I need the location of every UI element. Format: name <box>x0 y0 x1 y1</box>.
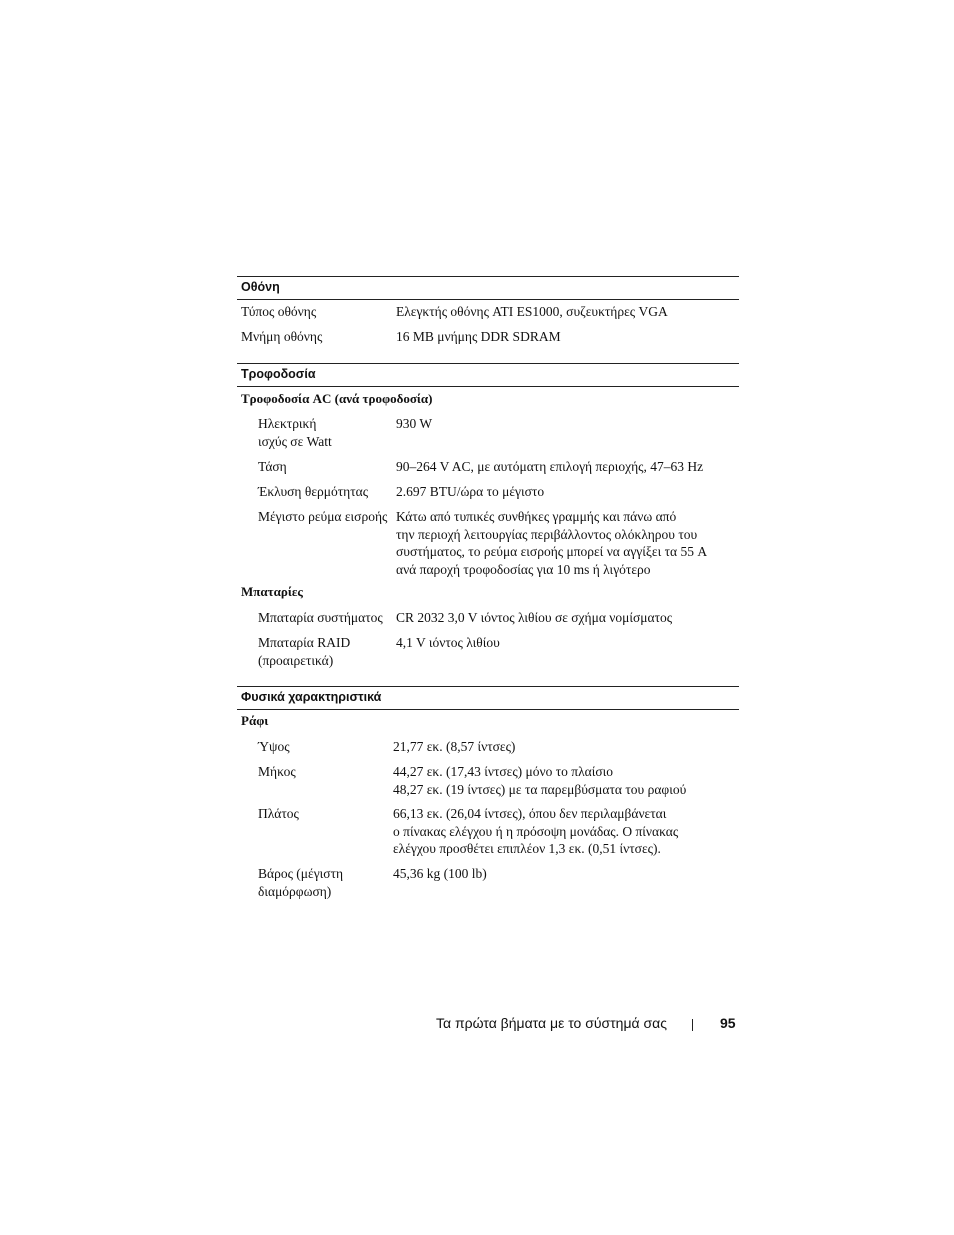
row-label: Τύπος οθόνης <box>241 304 317 319</box>
section-display <box>237 276 739 300</box>
subsection-title-rack: Ράφι <box>241 713 269 728</box>
row-label: Τάση <box>258 459 287 474</box>
footer-title: Τα πρώτα βήματα με το σύστημά σας <box>436 1015 667 1031</box>
row-label: Ύψος <box>258 739 290 754</box>
footer-divider <box>692 1019 693 1031</box>
row-value: Κάτω από τυπικές συνθήκες γραμμής και πάνω από την περιοχή λειτουργίας περιβάλλοντος ολόκληρου του συστήματος, το ρεύμα εισροής μπορεί να αγγίξει τα 55 A ανά παροχή τροφοδοσίας για 10 ms ή λιγότερο <box>396 509 708 577</box>
section-title-physical: Φυσικά χαρακτηριστικά <box>237 686 739 710</box>
section-title-power: Τροφοδοσία <box>237 363 739 387</box>
row-value: 21,77 εκ. (8,57 ίντσες) <box>393 739 516 754</box>
row-value: 66,13 εκ. (26,04 ίντσες), όπου δεν περιλαμβάνεται ο πίνακας ελέγχου ή η πρόσοψη μονάδας. Ο πίνακας ελέγχου προσθέτει επιπλέον 1,3 εκ. (0,51 ίντσες). <box>393 806 679 856</box>
row-label: Μέγιστο ρεύμα εισροής <box>258 509 388 524</box>
row-value: 90–264 V AC, με αυτόματη επιλογή περιοχής, 47–63 Hz <box>396 459 704 474</box>
row-value: CR 2032 3,0 V ιόντος λιθίου σε σχήμα νομίσματος <box>396 610 673 625</box>
section-physical <box>237 686 739 710</box>
row-label: Βάρος (μέγιστη διαμόρφωση) <box>258 866 344 899</box>
row-value: 2.697 BTU/ώρα το μέγιστο <box>396 484 545 499</box>
row-value: Ελεγκτής οθόνης ATI ES1000, συζευκτήρες VGA <box>396 304 668 319</box>
row-label: Μπαταρία RAID (προαιρετικά) <box>258 635 351 668</box>
row-label: Ηλεκτρική ισχύς σε Watt <box>258 416 332 449</box>
section-title-display: Οθόνη <box>237 276 739 300</box>
page-number: 95 <box>720 1015 736 1031</box>
row-value: 4,1 V ιόντος λιθίου <box>396 635 500 650</box>
subsection-title-batteries: Μπαταρίες <box>241 584 303 599</box>
row-label: Μνήμη οθόνης <box>241 329 323 344</box>
row-value: 930 W <box>396 416 433 431</box>
row-label: Μπαταρία συστήματος <box>258 610 383 625</box>
subsection-title-ac: Τροφοδοσία AC (ανά τροφοδοσία) <box>241 391 433 406</box>
row-value: 44,27 εκ. (17,43 ίντσες) μόνο το πλαίσιο 48,27 εκ. (19 ίντσες) με τα παρεμβύσματα του ραφιού <box>393 764 687 797</box>
section-power <box>237 363 739 387</box>
row-label: Μήκος <box>258 764 296 779</box>
row-value: 45,36 kg (100 lb) <box>393 866 487 881</box>
row-label: Πλάτος <box>258 806 299 821</box>
row-value: 16 MB μνήμης DDR SDRAM <box>396 329 561 344</box>
row-label: Έκλυση θερμότητας <box>258 484 369 499</box>
